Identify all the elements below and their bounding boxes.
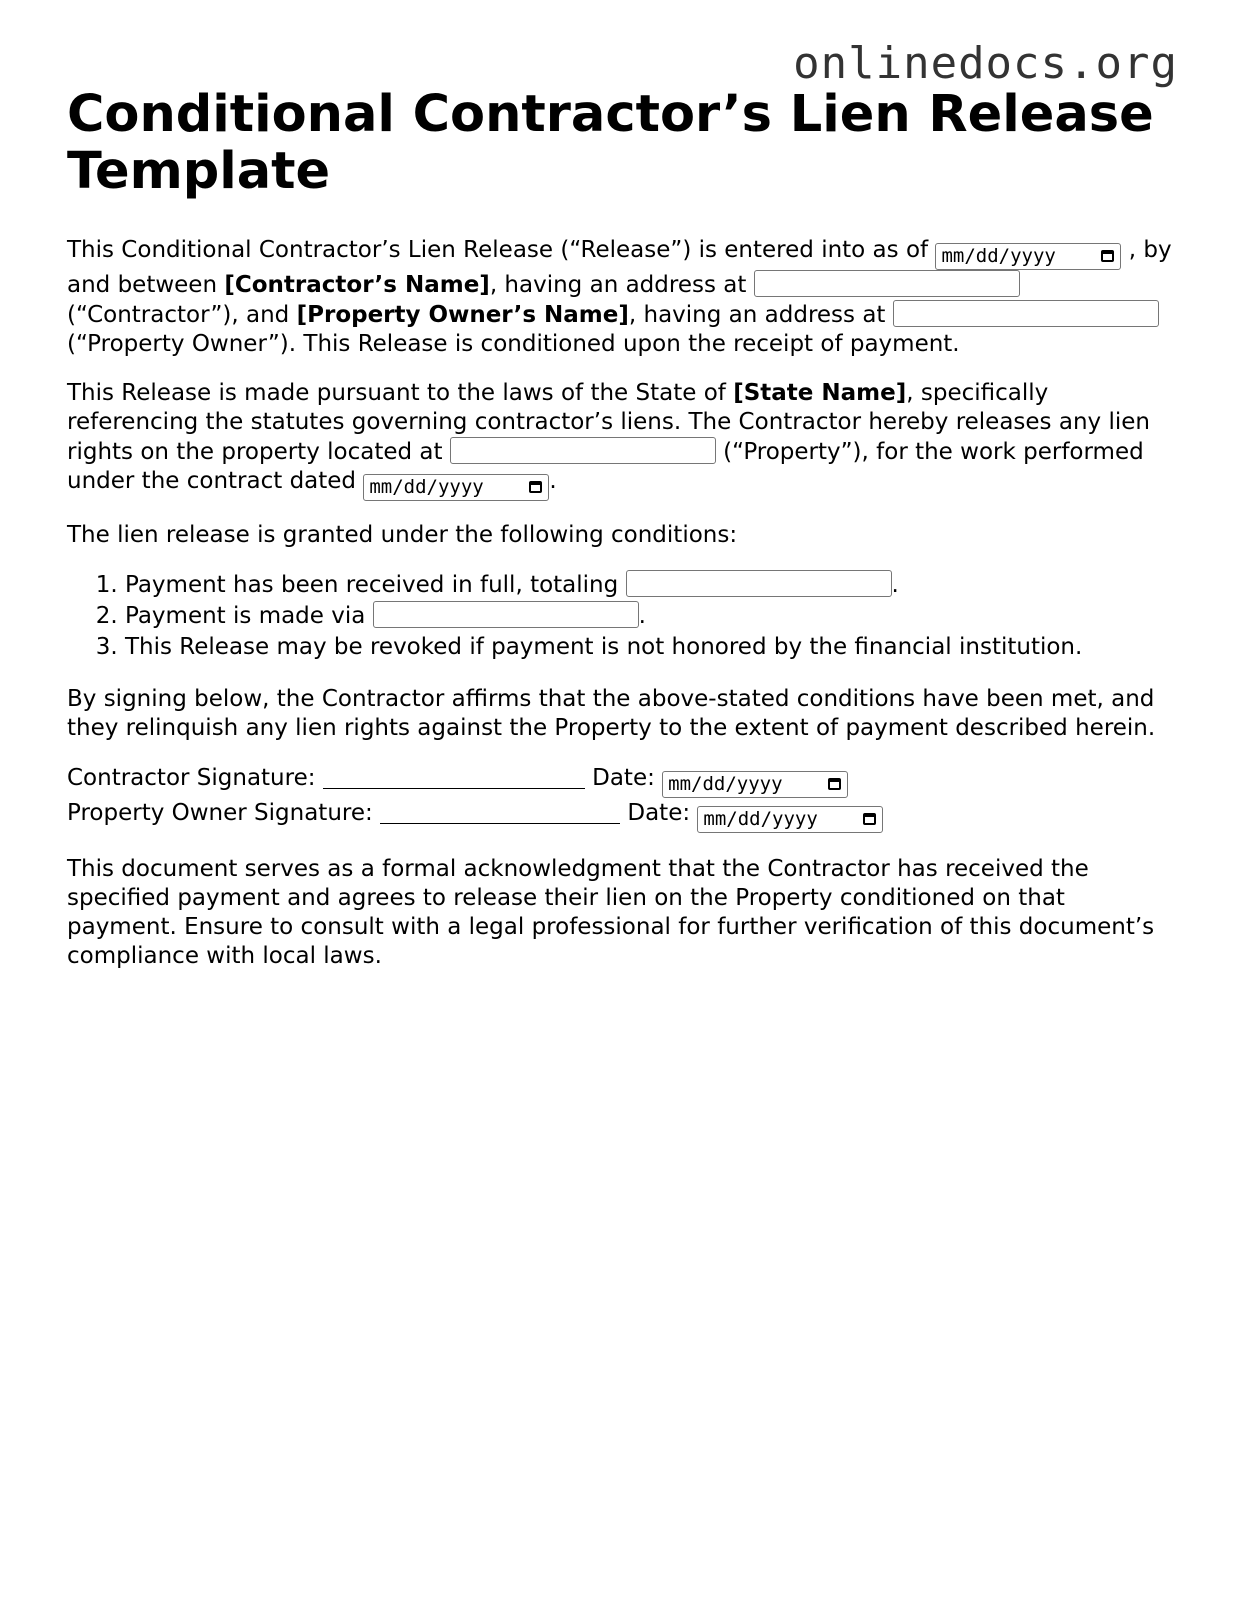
conditions-list <box>67 570 1177 663</box>
intro-text-5: , having an address at <box>628 302 886 328</box>
intro-paragraph <box>67 236 1177 359</box>
calendar-icon[interactable] <box>863 813 876 825</box>
condition-item <box>125 570 1177 601</box>
contractor-address-input[interactable] <box>754 270 1020 297</box>
date-placeholder: mm/dd/yyyy <box>941 245 1056 267</box>
date-placeholder: mm/dd/yyyy <box>369 476 484 498</box>
closing-paragraph: This document serves as a formal acknowledgment that the Contractor has received the specified payment and agrees to release their lien on the Property conditioned on that payment. Ensure to consult with a legal professional for further verification of this document’s compliance with local laws. <box>67 856 1155 969</box>
intro-text-6: (“Property Owner”). This Release is conditioned upon the receipt of payment. <box>67 331 960 357</box>
statute-text-1: This Release is made pursuant to the laws of the State of <box>67 380 726 406</box>
condition-text: Payment is made via <box>125 603 366 629</box>
contractor-signature-date-input[interactable] <box>662 771 848 798</box>
owner-signature-line[interactable] <box>380 801 620 824</box>
condition-suffix: . <box>891 572 899 598</box>
owner-signature-label: Property Owner Signature: <box>67 800 373 826</box>
date-placeholder: mm/dd/yyyy <box>703 808 818 830</box>
document <box>67 86 1177 991</box>
calendar-icon[interactable] <box>828 778 841 790</box>
watermark: onlinedocs.org <box>793 38 1178 89</box>
calendar-icon[interactable] <box>1101 250 1114 262</box>
contractor-signature-line[interactable] <box>323 766 585 789</box>
intro-text-1: This Conditional Contractor’s Lien Release (“Release”) is entered into as of <box>67 237 929 263</box>
intro-text-2: , by and between <box>67 237 1172 298</box>
conditions-intro: The lien release is granted under the following conditions: <box>67 522 738 548</box>
contractor-signature-row <box>67 763 1177 798</box>
state-name: [State Name] <box>733 380 907 406</box>
intro-text-3: , having an address at <box>489 272 747 298</box>
property-owner-name: [Property Owner’s Name] <box>296 302 629 328</box>
contractor-name: [Contractor’s Name] <box>224 272 490 298</box>
affirmation-paragraph: By signing below, the Contractor affirms that the above-stated conditions have been met, and they relinquish any lien rights against the Property to the extent of payment described herein. <box>67 686 1156 741</box>
release-date-input[interactable] <box>935 243 1121 270</box>
condition-text: Payment has been received in full, totaling <box>125 572 619 598</box>
property-location-input[interactable] <box>450 437 716 464</box>
page-title: Conditional Contractor’s Lien Release Template <box>67 85 1154 201</box>
condition-item <box>125 632 1177 663</box>
calendar-icon[interactable] <box>529 481 542 493</box>
signature-block <box>67 763 1177 833</box>
statute-paragraph <box>67 379 1177 501</box>
condition-item <box>125 601 1177 632</box>
owner-signature-row <box>67 798 1177 833</box>
condition-text: This Release may be revoked if payment is not honored by the financial institution. <box>125 634 1083 660</box>
statute-text-4: . <box>549 468 557 494</box>
contract-date-input[interactable] <box>363 474 549 501</box>
statute-text-3: (“Property”), for the work performed under the contract dated <box>67 439 1144 494</box>
condition-suffix: . <box>638 603 646 629</box>
date-label: Date: <box>627 800 691 826</box>
contractor-signature-label: Contractor Signature: <box>67 765 316 791</box>
date-label: Date: <box>592 765 655 791</box>
owner-address-input[interactable] <box>893 300 1159 327</box>
intro-text-4: (“Contractor”), and <box>67 302 290 328</box>
payment-method-input[interactable] <box>373 601 639 628</box>
statute-text-2: , specifically referencing the statutes governing contractor’s liens. The Contractor hereby releases any lien rights on the property located at <box>67 380 1150 465</box>
payment-amount-input[interactable] <box>626 570 892 597</box>
owner-signature-date-input[interactable] <box>697 806 883 833</box>
date-placeholder: mm/dd/yyyy <box>668 773 783 795</box>
